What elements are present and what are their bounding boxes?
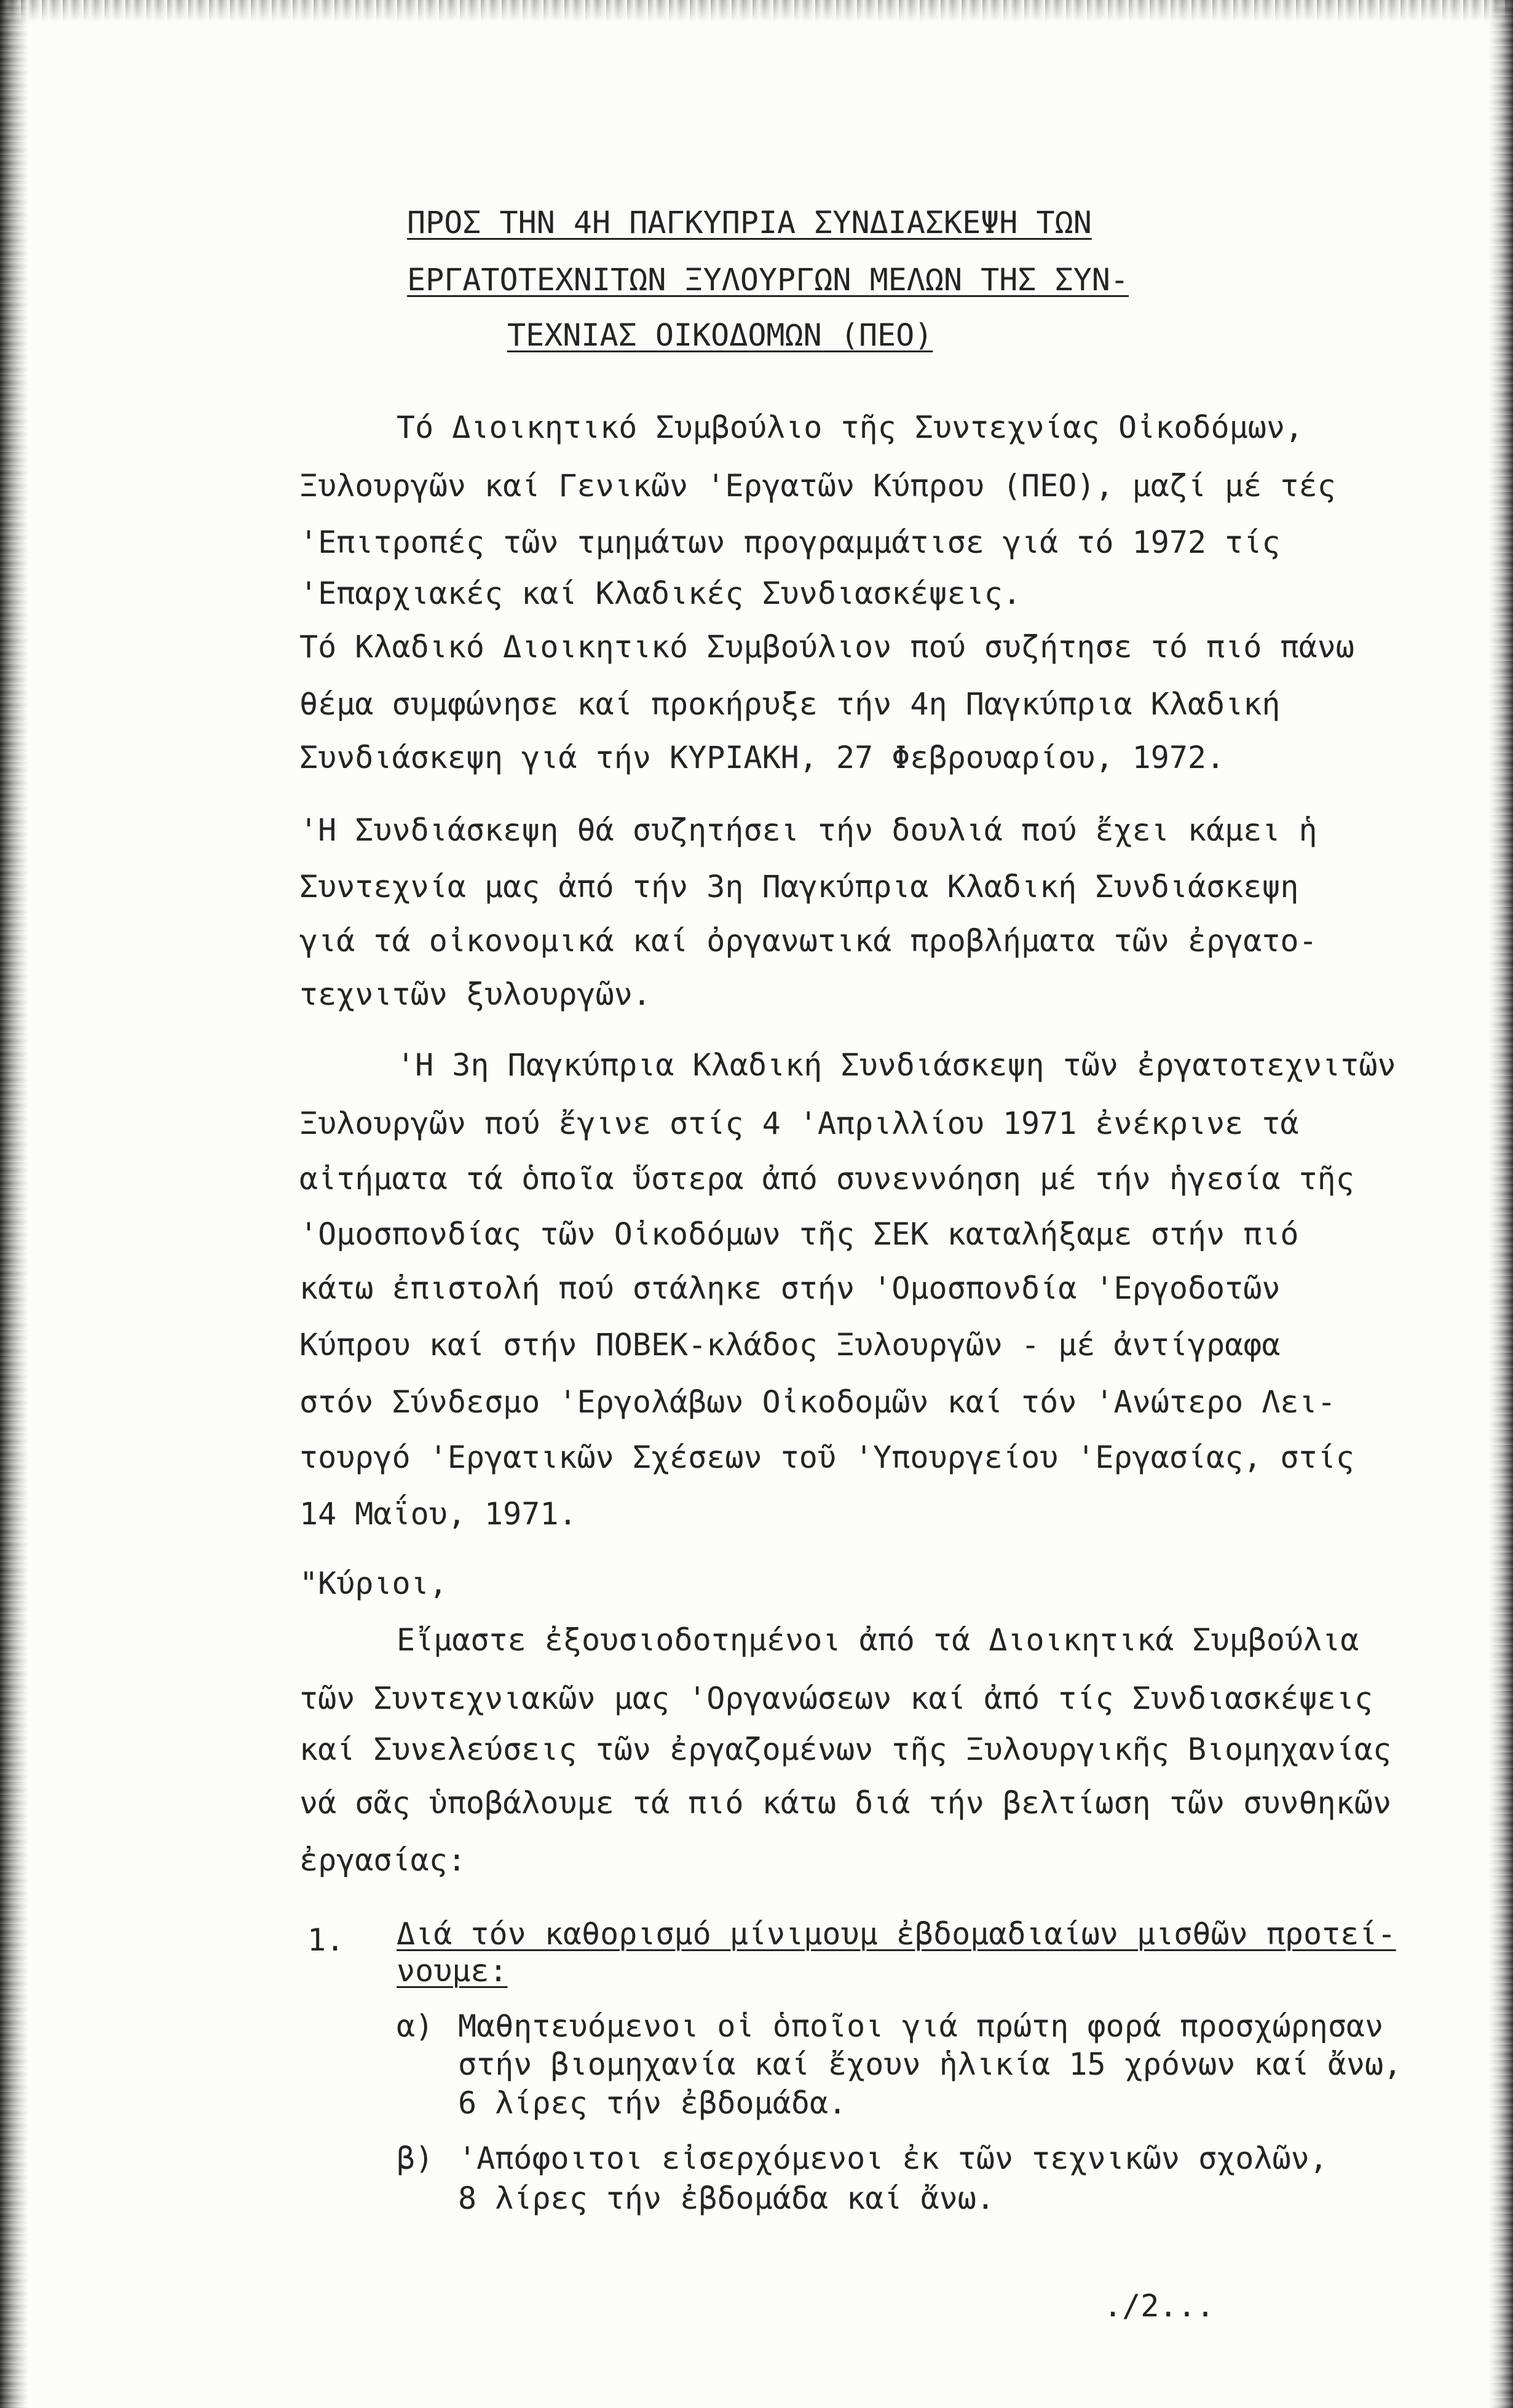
sub-item-label: β) <box>397 2141 434 2176</box>
page-continuation-marker: ./2... <box>1104 2288 1215 2324</box>
text-line: τουργό 'Εργατικῶν Σχέσεων τοῦ 'Υπουργείου 'Εργασίας, στίς <box>299 1440 1354 1475</box>
letter-salutation: "Κύριοι, <box>299 1566 448 1601</box>
text-line: Ξυλουργῶν καί Γενικῶν 'Εργατῶν Κύπρου (ΠΕΟ), μαζί μέ τές <box>299 468 1336 504</box>
text-line: Ξυλουργῶν πού ἔγινε στίς 4 'Απριλλίου 1971 ἐνέκρινε τά <box>299 1106 1299 1141</box>
text-line: 'Η Συνδιάσκεψη θά συζητήσει τήν δουλιά πού ἔχει κάμει ἡ <box>299 812 1317 848</box>
item-number: 1. <box>307 1922 345 1958</box>
text-line: ἐργασίας: <box>299 1842 466 1878</box>
text-line: 'Επιτροπές τῶν τμημάτων προγραμμάτισε γιά τό 1972 τίς <box>299 525 1281 560</box>
text-line: αἰτήματα τά ὁποῖα ὕστερα ἀπό συνεννόηση μέ τήν ἡγεσία τῆς <box>299 1161 1354 1197</box>
item-heading-line: νουμε: <box>397 1953 508 1989</box>
text-line: τεχνιτῶν ξυλουργῶν. <box>299 976 651 1012</box>
text-line: Εἴμαστε ἐξουσιοδοτημένοι ἀπό τά Διοικητικά Συμβούλια <box>397 1622 1359 1658</box>
text-line: Μαθητευόμενοι οἱ ὁποῖοι γιά πρώτη φορά προσχώρησαν <box>458 2008 1384 2044</box>
scan-edge-right <box>1488 0 1513 2408</box>
text-line: 'Η 3η Παγκύπρια Κλαδική Συνδιάσκεψη τῶν ἐργατοτεχνιτῶν <box>397 1047 1396 1083</box>
text-line: στήν βιομηχανία καί ἔχουν ἡλικία 15 χρόνων καί ἄνω, <box>458 2046 1402 2082</box>
text-line: κάτω ἐπιστολή πού στάληκε στήν 'Ομοσπονδία 'Εργοδοτῶν <box>299 1270 1281 1306</box>
text-line: τῶν Συντεχνιακῶν μας 'Οργανώσεων καί ἀπό τίς Συνδιασκέψεις <box>299 1681 1373 1716</box>
title-line: ΠΡΟΣ ΤΗΝ 4Η ΠΑΓΚΥΠΡΙΑ ΣΥΝΔΙΑΣΚΕΨΗ ΤΩΝ <box>407 205 1092 240</box>
text-line: 'Επαρχιακές καί Κλαδικές Συνδιασκέψεις. <box>299 576 1021 611</box>
text-line: 14 Μαΐου, 1971. <box>299 1496 577 1532</box>
text-line: νά σᾶς ὑποβάλουμε τά πιό κάτω διά τήν βελτίωση τῶν συνθηκῶν <box>299 1785 1392 1821</box>
scan-edge-top <box>0 0 1513 22</box>
text-line: θέμα συμφώνησε καί προκήρυξε τήν 4η Παγκύπρια Κλαδική <box>299 686 1281 722</box>
text-line: 8 λίρες τήν ἐβδομάδα καί ἄνω. <box>458 2180 995 2216</box>
title-line: ΤΕΧΝΙΑΣ ΟΙΚΟΔΟΜΩΝ (ΠΕΟ) <box>507 317 933 353</box>
text-line: Τό Διοικητικό Συμβούλιο τῆς Συντεχνίας Οἰκοδόμων, <box>397 410 1304 445</box>
text-line: καί Συνελεύσεις τῶν ἐργαζομένων τῆς Ξυλουργικῆς Βιομηχανίας <box>299 1732 1392 1767</box>
text-line: 'Ομοσπονδίας τῶν Οἰκοδόμων τῆς ΣΕΚ καταλήξαμε στήν πιό <box>299 1216 1299 1252</box>
text-line: Τό Κλαδικό Διοικητικό Συμβούλιον πού συζήτησε τό πιό πάνω <box>299 629 1354 665</box>
text-line: στόν Σύνδεσμο 'Εργολάβων Οἰκοδομῶν καί τόν 'Ανώτερο Λει- <box>299 1384 1336 1420</box>
scan-edge-left <box>0 0 28 2408</box>
text-line: γιά τά οἰκονομικά καί ὀργανωτικά προβλήματα τῶν ἐργατο- <box>299 923 1317 959</box>
sub-item-label: α) <box>397 2008 434 2044</box>
text-line: 6 λίρες τήν ἐβδομάδα. <box>458 2085 847 2121</box>
item-heading-line: Διά τόν καθορισμό μίνιμουμ ἐβδομαδιαίων μισθῶν προτεί- <box>397 1916 1396 1952</box>
text-line: Κύπρου καί στήν ΠΟΒΕΚ-κλάδος Ξυλουργῶν - μέ ἀντίγραφα <box>299 1327 1281 1363</box>
text-line: Συντεχνία μας ἀπό τήν 3η Παγκύπρια Κλαδική Συνδιάσκεψη <box>299 869 1299 905</box>
title-line: ΕΡΓΑΤΟΤΕΧΝΙΤΩΝ ΞΥΛΟΥΡΓΩΝ ΜΕΛΩΝ ΤΗΣ ΣΥΝ- <box>407 262 1129 298</box>
text-line: 'Απόφοιτοι εἰσερχόμενοι ἐκ τῶν τεχνικῶν σχολῶν, <box>458 2141 1328 2176</box>
text-line: Συνδιάσκεψη γιά τήν ΚΥΡΙΑΚΗ, 27 Φεβρουαρίου, 1972. <box>299 740 1225 775</box>
